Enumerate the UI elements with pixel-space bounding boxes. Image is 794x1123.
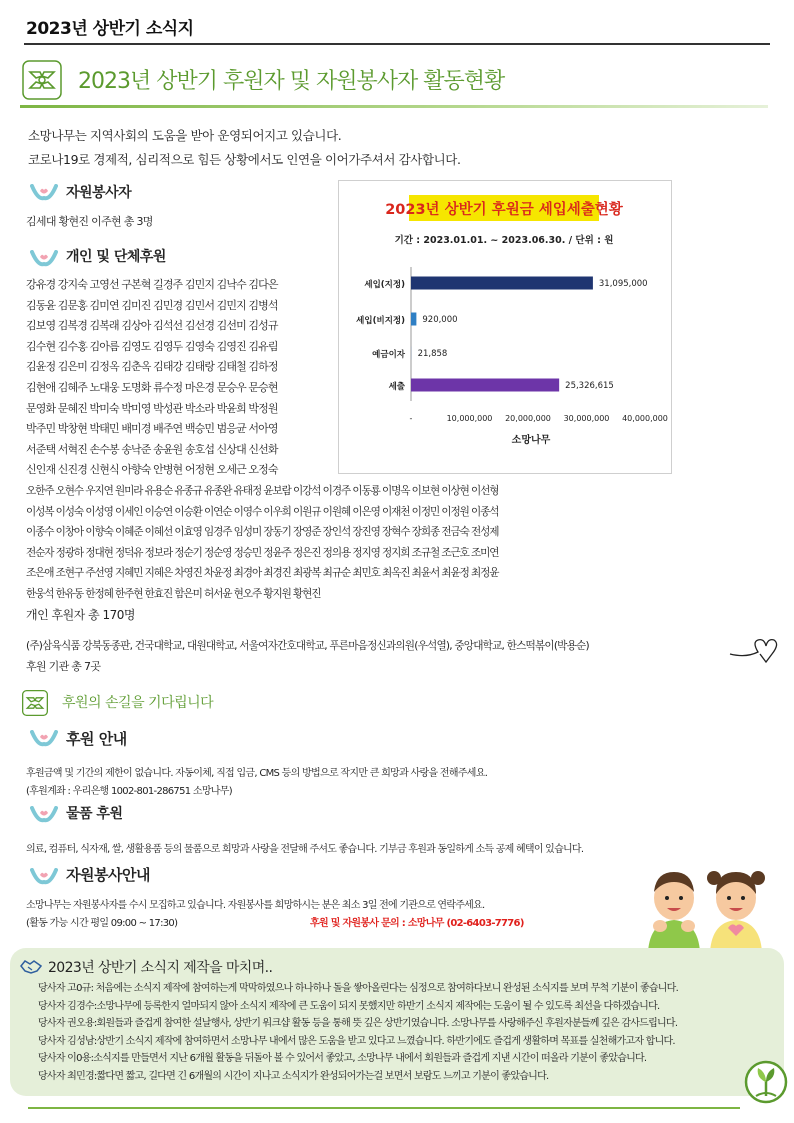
donor-line: 한웅석 한유동 한정혜 한주현 한효진 함은미 허서윤 현오주 황지원 황현진 [26,587,321,600]
heart-hands-icon [30,868,58,886]
donor-line: 오한주 오현수 우지연 원미라 유용순 유종규 유종완 유태정 윤보람 이강석 이경주 이동룡 이명옥 이보현 이상현 이선형 [26,485,499,497]
donor-names-short [26,275,278,481]
donor-line: 전순자 정광하 정대현 정덕유 정보라 정순기 정순영 정승민 정윤주 정은진 정의용 정지영 정지희 조규철 조근호 조미연 [26,546,499,559]
donors-title: 개인 및 단체후원 [66,249,166,265]
newsletter-title: 2023년 상반기 소식지 [26,19,194,39]
heart-doodle-icon [728,632,784,672]
chart-value-label: 920,000 [422,315,458,325]
donor-line: 김보영 김복경 김복래 김상아 김석선 김선경 김선미 김성규 [26,319,278,333]
chart-bar [411,347,412,360]
wait-section-title: 후원의 손길을 기다립니다 [62,695,214,711]
chart-value-label: 31,095,000 [598,279,648,289]
wrapup-comment: 당사자 김경수:소망나무에 등록한지 얼마되지 않아 소식지 제작에 큰 도움이 되지 못했지만 하반기 소식지 제작에는 도움이 될 수 있도록 최선을 다하겠습니다. [38,1000,660,1012]
donor-line: 강유경 강지숙 고영선 구본혁 길경주 김민지 김낙수 김다은 [26,278,278,291]
guide-title: 후원 안내 [66,730,127,748]
contact-info: 후원 및 자원봉사 문의 : 소망나무 (02-6403-7776) [310,918,524,929]
volunteers-title: 자원봉사자 [66,185,132,201]
goods-title: 물품 후원 [66,806,123,822]
donor-line: 박주민 박창현 박태민 배미경 배주연 백승민 범응균 서아영 [26,422,278,436]
intro-text [28,124,461,172]
wrapup-comment: 당사자 이0용:소식지를 만들면서 지난 6개월 활동을 뒤돌아 볼 수 있어서 좋았고, 소망나무 내에서 회원들과 즐겁게 지낸 시간이 떠올라 기분이 좋았습니다. [38,1053,647,1065]
donor-line: 이성복 이성숙 이성영 이세인 이승연 이승환 이연순 이영수 이우희 이원규 이원혜 이은영 이재천 이정민 이정원 이종석 [26,505,499,518]
children-illustration [630,860,778,952]
donor-line: 신인재 신진경 신현식 아향숙 안병현 어정현 오세근 오정숙 [26,463,278,477]
main-heading-underline [20,105,768,108]
donor-line: 조은애 조현구 주선영 지혜민 지혜은 차영진 차윤정 최경아 최경진 최광복 최규순 최민호 최옥진 최윤서 최윤정 최정윤 [26,567,499,580]
footer-divider [28,1107,740,1109]
intro-line: 소망나무는 지역사회의 도움을 받아 운영되어지고 있습니다. [28,128,342,143]
chart-x-tick-label: 10,000,000 [446,414,493,423]
wrapup-comment: 당사자 김성남:상반기 소식지 제작에 참여하면서 소망나무 내에서 많은 도움을 받고 있다고 느꼈습니다. 하반기에도 즐겁게 생활하며 목표를 실천해가고자 합니다. [38,1035,675,1047]
chart-x-tick-label: 40,000,000 [622,414,668,423]
wrapup-title: 2023년 상반기 소식지 제작을 마치며.. [48,960,273,976]
girl-figure [707,871,765,952]
chart-bar [411,313,416,326]
goods-text: 의료, 컴퓨터, 식자재, 쌀, 생활용품 등의 물품으로 희망과 사랑을 전달해 주셔도 좋습니다. 기부금 후원과 동일하게 소득 공제 혜택이 있습니다. [26,844,584,855]
boy-figure [648,872,700,952]
donor-line: 김수현 김수홍 김아름 김영도 김영두 김영숙 김영진 김유림 [26,339,278,353]
donation-account: (후원계좌 : 우리은행 1002-801-286751 소망나무) [26,786,232,797]
budget-chart-svg [339,181,671,473]
chart-x-axis-label: 소망나무 [511,435,551,446]
wrapup-comments [38,980,678,1086]
somangnamu-logo-icon [744,1058,788,1106]
donor-line: 문영화 문혜진 박미숙 박미영 박성관 박소라 박윤희 박정원 [26,401,278,415]
wrapup-comment: 당사자 고0규: 처음에는 소식지 제작에 참여하는게 막막하였으나 하나하나 돌을 쌓아올린다는 심정으로 참여하다보니 완성된 소식지를 보며 무척 기분이 좋습니다. [38,983,679,994]
main-heading: 2023년 상반기 후원자 및 자원봉사자 활동현황 [78,69,505,94]
guide-text: 후원금액 및 기간의 제한이 없습니다. 자동이체, 직접 입금, CMS 등의 방법으로 작지만 큰 희망과 사랑을 전해주세요. [26,768,488,779]
organization-total: 후원 기관 총 7곳 [26,660,101,673]
joined-hands-icon [22,690,48,716]
chart-subtitle: 기간 : 2023.01.01. ~ 2023.06.30. / 단위 : 원 [394,235,614,246]
donor-names-long [26,481,498,605]
donor-line: 서준택 서혁진 손수봉 송낙준 송윤원 송호섭 신상대 신선화 [26,442,278,456]
heart-hands-icon [30,184,58,202]
wrapup-comment: 당사자 최민경:짧다면 짧고, 길다면 긴 6개월의 시간이 지나고 소식지가 완성되어가는걸 보면서 보람도 느끼고 기분이 좋았습니다. [38,1070,549,1082]
chart-bar [411,379,559,392]
chart-value-label: 25,326,615 [565,381,614,391]
chart-category-label: 세출 [388,382,405,392]
volunteer-guide-text: 소망나무는 자원봉사자를 수시 모집하고 있습니다. 자원봉사를 희망하시는 분은 최소 3일 전에 기관으로 연락주세요. [26,900,485,911]
chart-value-label: 21,858 [417,349,448,359]
donor-line: 김윤정 김은미 김정옥 김춘옥 김태강 김태랑 김태철 김하정 [26,360,278,374]
donor-line: 김현애 김혜주 노대웅 도명화 류수정 마은경 문승우 문승현 [26,380,278,394]
chart-x-tick-label: 20,000,000 [505,414,551,423]
individual-donor-total: 개인 후원자 총 170명 [26,608,135,622]
volunteer-guide-title: 자원봉사안내 [66,866,150,884]
chart-x-tick-label: - [409,414,413,423]
volunteer-hours: (활동 가능 시간 평일 09:00 ~ 17:30) [26,918,178,929]
intro-line: 코로나19로 경제적, 심리적으로 힘든 상황에서도 인연을 이어가주셔서 감사합니다. [28,152,461,167]
donor-organizations: (주)삼육식품 강북동종판, 건국대학교, 대원대학교, 서울여자간호대학교, 푸른마음정신과의원(우석열), 중앙대학교, 한스떡볶이(박용순) [26,640,589,652]
wrapup-comment: 당사자 권오용:회원들과 즐겁게 참여한 설날행사, 상반기 워크샵 활동 등을 통해 뜻 깊은 상반기였습니다. 소망나무를 사랑해주신 후원자분들께 깊은 감사드립니다. [38,1018,678,1030]
joined-hands-icon [22,60,62,100]
donor-line: 김동윤 김문홍 김미연 김미진 김민경 김민서 김민지 김병석 [26,298,278,312]
donor-line: 이종수 이창아 이향숙 이혜준 이혜선 이효영 임경주 임성미 장동기 장영준 장인석 장진영 장혁수 장희종 전금숙 전성제 [26,526,499,539]
chart-title: 2023년 상반기 후원금 세입세출현황 [385,202,623,218]
heart-hands-icon [30,250,58,268]
chart-category-label: 예금이자 [372,350,405,360]
heart-hands-icon [30,806,58,824]
header-divider [24,43,770,45]
chart-category-label: 세입(지정) [364,280,405,290]
chart-x-tick-label: 30,000,000 [563,414,610,423]
heart-hands-icon [30,730,58,748]
chart-category-label: 세입(비지정) [356,316,405,326]
volunteers-names: 김세대 황현진 이주현 총 3명 [26,215,153,228]
chart-bar [411,277,593,290]
handshake-icon [20,957,42,975]
budget-chart [338,180,672,474]
